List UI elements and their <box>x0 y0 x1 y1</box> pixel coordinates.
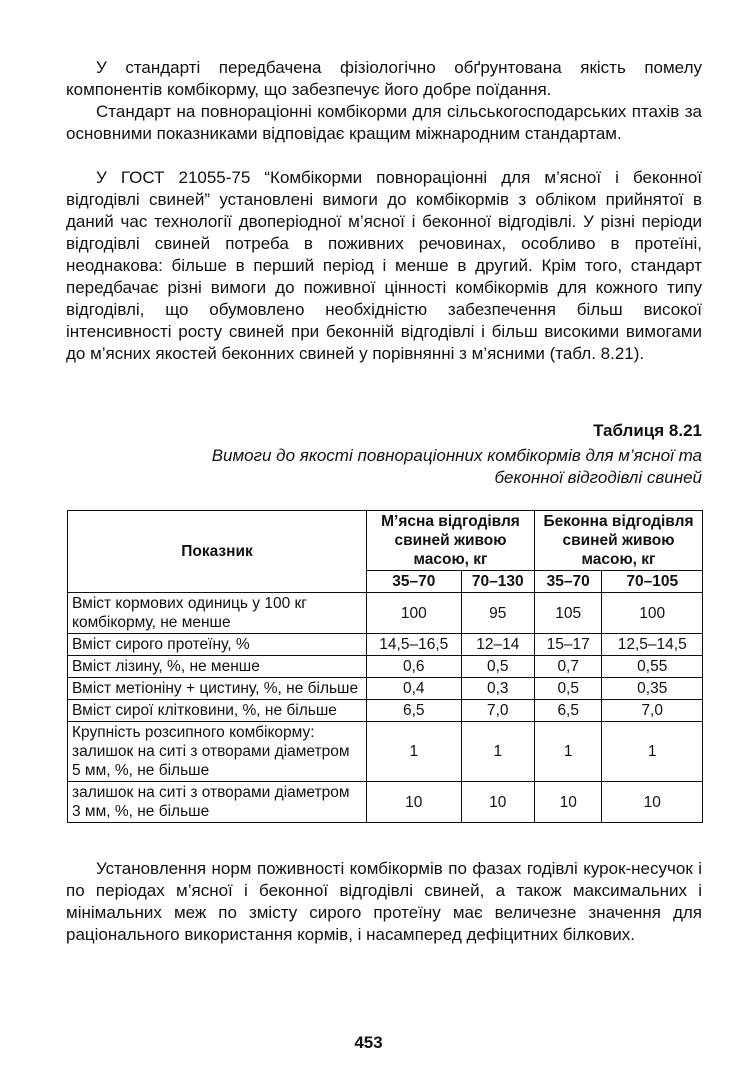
row-label: Вміст кормових одиниць у 100 кг комбікорму, не менше <box>68 593 367 634</box>
cell-value: 0,5 <box>461 656 534 678</box>
paragraph-nutrition-norms: Установлення норм поживності комбікормів по фазах годівлі курок-несучок і по періодах м’ясної і беконної відгодівлі свиней, а також максимальних і мінімальних меж по змісту сирого протеїну має величезне значення для раціонального використання кормів, і насамперед дефіцитних білкових. <box>66 859 702 944</box>
paragraph-grinding-quality: У стандарті передбачена фізіологічно обґрунтована якість помелу компонентів комбікорму, що забезпечує його добре поїдання. <box>66 58 702 99</box>
row-label: Вміст сирого протеїну, % <box>68 634 367 656</box>
cell-value: 0,3 <box>461 678 534 700</box>
cell-value: 105 <box>534 593 601 634</box>
header-weight-range: 35–70 <box>534 571 601 593</box>
cell-value: 7,0 <box>602 700 703 722</box>
cell-value: 1 <box>534 722 601 782</box>
table-row <box>68 656 703 678</box>
cell-value: 6,5 <box>367 700 462 722</box>
cell-value: 14,5–16,5 <box>367 634 462 656</box>
cell-value: 12,5–14,5 <box>602 634 703 656</box>
row-label: Вміст метіоніну + цистину, %, не більше <box>68 678 367 700</box>
cell-value: 7,0 <box>461 700 534 722</box>
row-label: Вміст сирої клітковини, %, не більше <box>68 700 367 722</box>
cell-value: 10 <box>461 782 534 823</box>
table-row <box>68 634 703 656</box>
header-indicator: Показник <box>68 511 367 593</box>
cell-value: 0,4 <box>367 678 462 700</box>
table-header-row <box>68 511 703 571</box>
header-bacon-fattening: Беконна відгодівля свиней живою масою, кг <box>534 511 702 571</box>
cell-value: 100 <box>367 593 462 634</box>
cell-value: 1 <box>602 722 703 782</box>
cell-value: 10 <box>602 782 703 823</box>
table-row <box>68 722 703 782</box>
cell-value: 1 <box>367 722 462 782</box>
cell-value: 0,55 <box>602 656 703 678</box>
table-row <box>68 678 703 700</box>
table-row <box>68 593 703 634</box>
row-label: Крупність розсипного комбікорму: залишок на ситі з отворами діаметром 5 мм, %, не більше <box>68 722 367 782</box>
cell-value: 1 <box>461 722 534 782</box>
cell-value: 6,5 <box>534 700 601 722</box>
page-number: 453 <box>354 1033 383 1052</box>
table-number: Таблиця 8.21 <box>593 421 702 440</box>
paragraph-gost-pigs: У ГОСТ 21055-75 “Комбікорми повнораціонні для м’ясної і беконної відгодівлі свиней” установлені вимоги до комбікормів з обліком прийнятої в даний час технології двоперіодної м’ясної і беконної відгодівлі. У різні періоди відгодівлі свиней потреба в поживних речовинах, особливо в протеїні, неоднакова: більше в перший період і менше в другий. Крім того, стандарт передбачає різні вимоги до поживної цінності комбікормів для кожного типу відгодівлі, що обумовлено необхідністю забезпечення більш високої інтенсивності росту свиней при беконній відгодівлі і більш високими вимогами до м’ясних якостей беконних свиней у порівнянні з м’ясними (табл. 8.21). <box>66 168 702 363</box>
row-label: залишок на ситі з отворами діаметром 3 мм, %, не більше <box>68 782 367 823</box>
table-row <box>68 700 703 722</box>
table-caption: Вимоги до якості повнораціонних комбікормів для м’ясної та беконної відгодівлі свиней <box>211 446 702 487</box>
header-weight-range: 35–70 <box>367 571 462 593</box>
header-meat-fattening: М’ясна відгодівля свиней живою масою, кг <box>367 511 535 571</box>
paragraph-poultry-standard: Стандарт на повнораціонні комбікорми для сільськогосподарських птахів за основними показниками відповідає кращим міжнародним стандартам. <box>66 102 702 143</box>
cell-value: 15–17 <box>534 634 601 656</box>
cell-value: 100 <box>602 593 703 634</box>
cell-value: 95 <box>461 593 534 634</box>
cell-value: 0,7 <box>534 656 601 678</box>
header-weight-range: 70–105 <box>602 571 703 593</box>
requirements-table <box>67 510 703 823</box>
cell-value: 10 <box>534 782 601 823</box>
header-weight-range: 70–130 <box>461 571 534 593</box>
cell-value: 12–14 <box>461 634 534 656</box>
cell-value: 0,35 <box>602 678 703 700</box>
cell-value: 0,5 <box>534 678 601 700</box>
cell-value: 10 <box>367 782 462 823</box>
row-label: Вміст лізину, %, не менше <box>68 656 367 678</box>
cell-value: 0,6 <box>367 656 462 678</box>
table-row <box>68 782 703 823</box>
